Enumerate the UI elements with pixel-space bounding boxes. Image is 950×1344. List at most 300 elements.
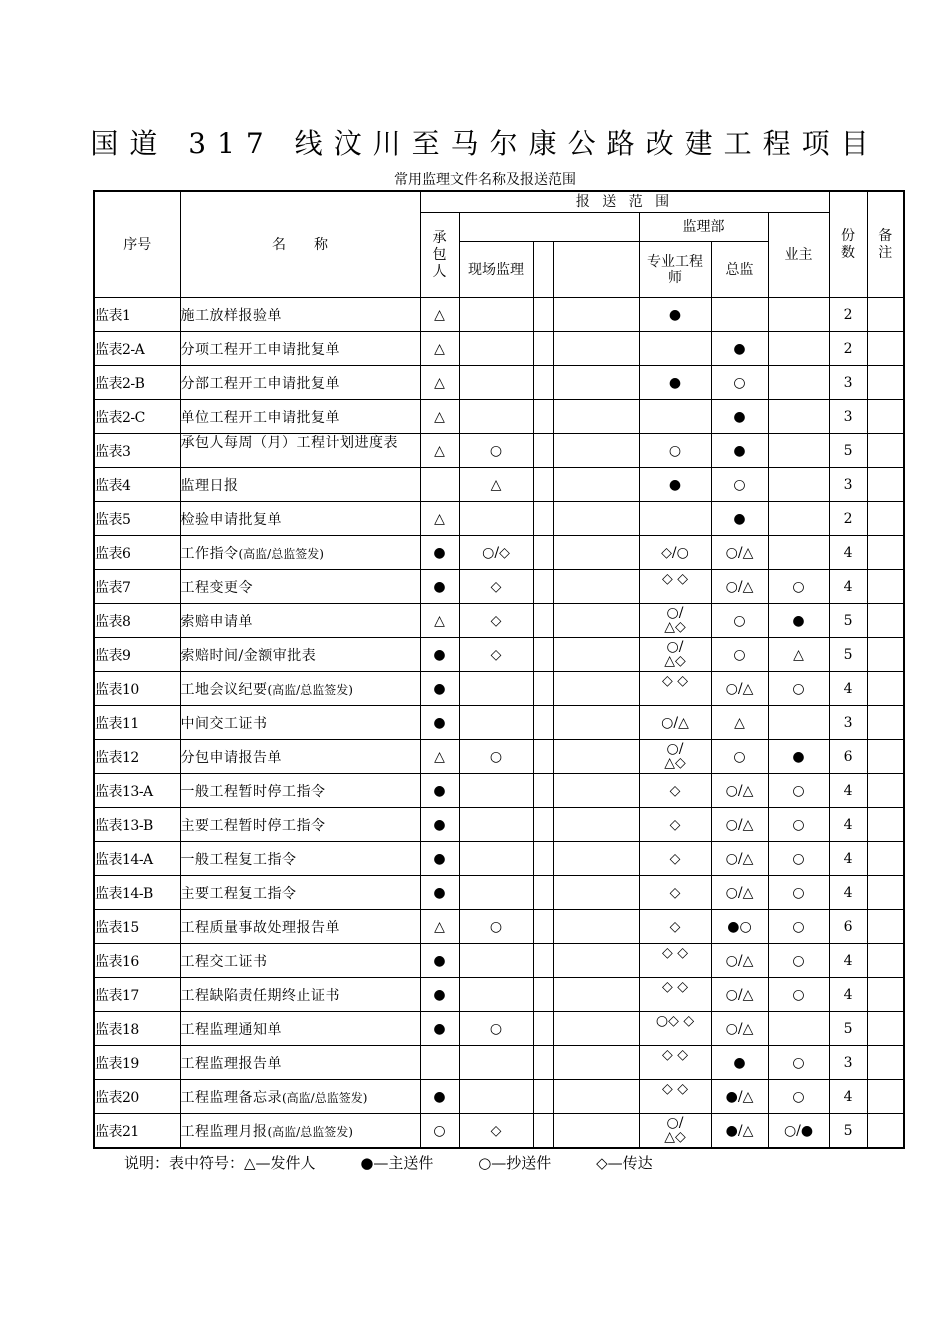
- row-site-symbol: [459, 706, 533, 740]
- row-name-text: 工程变更令: [180, 579, 253, 596]
- row-name-text: 工程交工证书: [180, 953, 268, 970]
- row-owner-symbol: ○: [768, 910, 829, 944]
- table-row: [94, 808, 904, 842]
- row-engineer-symbol: [639, 740, 711, 774]
- row-contractor-symbol: ●: [420, 570, 459, 604]
- row-blank-narrow: [533, 842, 553, 876]
- row-name-text: 主要工程暂时停工指令: [180, 817, 326, 834]
- row-code: 监表6: [94, 536, 180, 570]
- row-name: [180, 842, 420, 876]
- row-remarks: [867, 298, 904, 332]
- row-engineer-symbol: [639, 1046, 711, 1080]
- row-copies: 4: [829, 978, 867, 1012]
- row-chief-symbol: ●/△: [711, 1080, 768, 1114]
- row-copies: 4: [829, 944, 867, 978]
- row-blank-narrow: [533, 808, 553, 842]
- row-code: 监表14-A: [94, 842, 180, 876]
- row-owner-symbol: ○: [768, 808, 829, 842]
- row-code: 监表9: [94, 638, 180, 672]
- row-chief-symbol: ○/△: [711, 774, 768, 808]
- header-blank: [459, 213, 639, 242]
- row-blank-narrow: [533, 332, 553, 366]
- page-subtitle: 常用监理文件名称及报送范围: [394, 172, 576, 188]
- row-site-symbol: ◇: [459, 1114, 533, 1149]
- row-site-symbol: [459, 1080, 533, 1114]
- legend-prefix: 说明：表中符号：: [124, 1154, 245, 1172]
- row-copies: 6: [829, 740, 867, 774]
- row-code: 监表15: [94, 910, 180, 944]
- table-row: [94, 536, 904, 570]
- row-blank-narrow: [533, 638, 553, 672]
- row-name: [180, 876, 420, 910]
- row-copies: 3: [829, 1046, 867, 1080]
- row-code: 监表18: [94, 1012, 180, 1046]
- row-site-symbol: △: [459, 468, 533, 502]
- row-owner-symbol: [768, 434, 829, 468]
- row-site-symbol: ○: [459, 910, 533, 944]
- row-engineer-symbol: [639, 434, 711, 468]
- row-code: 监表21: [94, 1114, 180, 1149]
- row-contractor-symbol: ●: [420, 944, 459, 978]
- row-blank-narrow: [533, 978, 553, 1012]
- row-owner-symbol: ○: [768, 774, 829, 808]
- row-contractor-symbol: △: [420, 434, 459, 468]
- table-row: [94, 1012, 904, 1046]
- row-name-note: (高监/总监签发): [238, 546, 324, 561]
- row-code: 监表16: [94, 944, 180, 978]
- table-row: [94, 332, 904, 366]
- row-code: 监表5: [94, 502, 180, 536]
- row-blank-wide: [553, 434, 639, 468]
- row-blank-narrow: [533, 536, 553, 570]
- row-engineer-symbol-text: ◇: [669, 782, 681, 799]
- row-name-note: (高监/总监签发): [282, 1090, 368, 1105]
- row-name: [180, 978, 420, 1012]
- row-site-symbol: [459, 808, 533, 842]
- row-copies: 4: [829, 774, 867, 808]
- row-owner-symbol: [768, 366, 829, 400]
- row-blank-narrow: [533, 570, 553, 604]
- row-blank-wide: [553, 842, 639, 876]
- row-owner-symbol: [768, 502, 829, 536]
- row-name: [180, 1080, 420, 1114]
- row-engineer-symbol-text: ●: [668, 306, 682, 323]
- row-engineer-symbol: [639, 1012, 711, 1046]
- row-contractor-symbol: △: [420, 604, 459, 638]
- row-site-symbol: [459, 876, 533, 910]
- row-site-symbol: [459, 502, 533, 536]
- row-name: [180, 1046, 420, 1080]
- row-engineer-symbol: [639, 366, 711, 400]
- row-site-symbol: ◇: [459, 604, 533, 638]
- row-remarks: [867, 536, 904, 570]
- row-name: [180, 366, 420, 400]
- row-remarks: [867, 842, 904, 876]
- row-name: [180, 1114, 420, 1149]
- legend-sender: △—发件人: [244, 1154, 316, 1172]
- row-blank-wide: [553, 468, 639, 502]
- row-contractor-symbol: ●: [420, 706, 459, 740]
- legend: [124, 1152, 653, 1173]
- row-name-text: 工程监理通知单: [180, 1021, 282, 1038]
- row-owner-symbol: [768, 536, 829, 570]
- row-engineer-symbol: [639, 842, 711, 876]
- row-name: [180, 570, 420, 604]
- row-copies: 5: [829, 1012, 867, 1046]
- row-site-symbol: [459, 978, 533, 1012]
- row-blank-narrow: [533, 1114, 553, 1149]
- row-name-text: 承包人每周（月）工程计划进度表: [180, 435, 398, 451]
- row-name: [180, 672, 420, 706]
- row-blank-narrow: [533, 366, 553, 400]
- row-remarks: [867, 1114, 904, 1149]
- header-contractor: 承包人: [420, 213, 459, 298]
- row-engineer-symbol-text: ◇ ◇: [662, 1081, 688, 1097]
- row-blank-wide: [553, 536, 639, 570]
- row-engineer-symbol-text: ○◇ ◇: [655, 1013, 695, 1029]
- table-row: [94, 400, 904, 434]
- row-site-symbol: [459, 366, 533, 400]
- row-code: 监表2-B: [94, 366, 180, 400]
- row-site-symbol: ○: [459, 740, 533, 774]
- row-blank-wide: [553, 910, 639, 944]
- row-contractor-symbol: ●: [420, 808, 459, 842]
- row-engineer-symbol: [639, 910, 711, 944]
- row-copies: 4: [829, 570, 867, 604]
- row-contractor-symbol: ●: [420, 1012, 459, 1046]
- row-chief-symbol: ○: [711, 366, 768, 400]
- row-owner-symbol: ○: [768, 876, 829, 910]
- row-remarks: [867, 502, 904, 536]
- header-scope: 报 送 范 围: [420, 191, 829, 213]
- row-name: [180, 468, 420, 502]
- table-row: [94, 1046, 904, 1080]
- row-chief-symbol: ○/△: [711, 842, 768, 876]
- table-row: [94, 502, 904, 536]
- table-row: [94, 740, 904, 774]
- row-engineer-symbol: [639, 706, 711, 740]
- row-engineer-symbol: [639, 808, 711, 842]
- row-chief-symbol: ○: [711, 468, 768, 502]
- row-copies: 2: [829, 502, 867, 536]
- row-chief-symbol: ○/△: [711, 808, 768, 842]
- row-remarks: [867, 570, 904, 604]
- row-copies: 5: [829, 604, 867, 638]
- row-engineer-symbol: [639, 978, 711, 1012]
- table-row: [94, 706, 904, 740]
- row-chief-symbol: ○: [711, 740, 768, 774]
- row-name-text: 单位工程开工申请批复单: [180, 409, 340, 426]
- row-blank-narrow: [533, 910, 553, 944]
- header-supervision-dept: 监理部: [639, 213, 768, 242]
- row-copies: 4: [829, 842, 867, 876]
- row-chief-symbol: ○/△: [711, 672, 768, 706]
- row-chief-symbol: ○/△: [711, 536, 768, 570]
- table-row: [94, 978, 904, 1012]
- row-name: [180, 604, 420, 638]
- row-blank-wide: [553, 774, 639, 808]
- row-blank-narrow: [533, 400, 553, 434]
- row-site-symbol: [459, 400, 533, 434]
- row-contractor-symbol: [420, 468, 459, 502]
- row-chief-symbol: △: [711, 706, 768, 740]
- row-chief-symbol: ●: [711, 502, 768, 536]
- header-name: 名 称: [180, 191, 420, 298]
- row-engineer-symbol: [639, 1114, 711, 1149]
- row-name: [180, 944, 420, 978]
- header-copies: 份数: [829, 191, 867, 298]
- row-engineer-symbol-text: ◇: [669, 850, 681, 867]
- row-name: [180, 774, 420, 808]
- row-name-text: 施工放样报验单: [180, 307, 282, 324]
- row-chief-symbol: ○/△: [711, 978, 768, 1012]
- row-chief-symbol: ●○: [711, 910, 768, 944]
- row-remarks: [867, 1046, 904, 1080]
- row-site-symbol: [459, 672, 533, 706]
- row-blank-narrow: [533, 468, 553, 502]
- row-copies: 4: [829, 672, 867, 706]
- row-chief-symbol: ○: [711, 638, 768, 672]
- header-chief-supervisor: 总监: [711, 242, 768, 298]
- row-contractor-symbol: ○: [420, 1114, 459, 1149]
- row-engineer-symbol: [639, 298, 711, 332]
- table-row: [94, 910, 904, 944]
- row-contractor-symbol: △: [420, 400, 459, 434]
- row-blank-narrow: [533, 774, 553, 808]
- header-seq: 序号: [94, 191, 180, 298]
- row-remarks: [867, 366, 904, 400]
- row-engineer-symbol-text: ○/ △◇: [664, 1115, 686, 1145]
- row-blank-wide: [553, 366, 639, 400]
- row-blank-narrow: [533, 672, 553, 706]
- table-row: [94, 1114, 904, 1149]
- row-chief-symbol: ●: [711, 332, 768, 366]
- row-engineer-symbol-text: ◇: [669, 816, 681, 833]
- row-owner-symbol: ●: [768, 740, 829, 774]
- table-row: [94, 604, 904, 638]
- row-copies: 4: [829, 808, 867, 842]
- row-chief-symbol: ○/△: [711, 876, 768, 910]
- row-contractor-symbol: ●: [420, 1080, 459, 1114]
- row-copies: 6: [829, 910, 867, 944]
- row-copies: 3: [829, 706, 867, 740]
- table-row: [94, 1080, 904, 1114]
- row-owner-symbol: ○: [768, 944, 829, 978]
- row-engineer-symbol-text: ○: [668, 442, 682, 459]
- row-site-symbol: ◇: [459, 570, 533, 604]
- row-code: 监表7: [94, 570, 180, 604]
- row-remarks: [867, 740, 904, 774]
- row-remarks: [867, 672, 904, 706]
- row-site-symbol: ○: [459, 434, 533, 468]
- row-owner-symbol: [768, 706, 829, 740]
- row-remarks: [867, 638, 904, 672]
- row-blank-wide: [553, 638, 639, 672]
- row-remarks: [867, 1080, 904, 1114]
- row-code: 监表12: [94, 740, 180, 774]
- legend-cc: ○—抄送件: [478, 1154, 552, 1172]
- row-blank-narrow: [533, 434, 553, 468]
- row-owner-symbol: ○: [768, 1080, 829, 1114]
- header-specialist-engineer: 专业工程师: [639, 242, 711, 298]
- row-code: 监表1: [94, 298, 180, 332]
- row-name-text: 分部工程开工申请批复单: [180, 375, 340, 392]
- table-row: [94, 468, 904, 502]
- row-engineer-symbol-text: ◇ ◇: [662, 571, 688, 587]
- row-name-text: 工程质量事故处理报告单: [180, 919, 340, 936]
- row-name-text: 中间交工证书: [180, 715, 268, 732]
- row-engineer-symbol: [639, 604, 711, 638]
- row-engineer-symbol: [639, 1080, 711, 1114]
- row-owner-symbol: [768, 298, 829, 332]
- row-code: 监表20: [94, 1080, 180, 1114]
- row-engineer-symbol: [639, 876, 711, 910]
- row-chief-symbol: [711, 298, 768, 332]
- row-name-text: 工作指令: [180, 545, 239, 562]
- row-code: 监表2-C: [94, 400, 180, 434]
- row-name: [180, 706, 420, 740]
- legend-main-recipient: ●—主送件: [360, 1154, 434, 1172]
- row-name-text: 监理日报: [180, 477, 239, 494]
- row-remarks: [867, 944, 904, 978]
- row-code: 监表10: [94, 672, 180, 706]
- row-chief-symbol: ○/△: [711, 1012, 768, 1046]
- row-chief-symbol: ●: [711, 434, 768, 468]
- row-owner-symbol: ○: [768, 672, 829, 706]
- row-owner-symbol: [768, 332, 829, 366]
- row-remarks: [867, 706, 904, 740]
- row-blank-wide: [553, 944, 639, 978]
- row-engineer-symbol: [639, 400, 711, 434]
- row-site-symbol: [459, 774, 533, 808]
- row-engineer-symbol: [639, 944, 711, 978]
- row-contractor-symbol: △: [420, 298, 459, 332]
- row-blank-narrow: [533, 604, 553, 638]
- row-owner-symbol: ○: [768, 842, 829, 876]
- row-owner-symbol: ○: [768, 570, 829, 604]
- row-blank-narrow: [533, 1046, 553, 1080]
- table-row: [94, 876, 904, 910]
- row-name-text: 一般工程复工指令: [180, 851, 297, 868]
- row-chief-symbol: ○: [711, 604, 768, 638]
- row-blank-wide: [553, 808, 639, 842]
- row-name-text: 检验申请批复单: [180, 511, 282, 528]
- row-owner-symbol: ○/●: [768, 1114, 829, 1149]
- row-chief-symbol: ●/△: [711, 1114, 768, 1149]
- row-name: [180, 1012, 420, 1046]
- row-remarks: [867, 332, 904, 366]
- row-remarks: [867, 434, 904, 468]
- row-code: 监表17: [94, 978, 180, 1012]
- row-name-note: (高监/总监签发): [267, 1124, 353, 1139]
- document-table: [93, 190, 905, 1149]
- row-engineer-symbol-text: ○/ △◇: [664, 741, 686, 771]
- row-owner-symbol: △: [768, 638, 829, 672]
- table-row: [94, 944, 904, 978]
- row-site-symbol: ◇: [459, 638, 533, 672]
- row-remarks: [867, 876, 904, 910]
- row-engineer-symbol-text: ○/ △◇: [664, 605, 686, 635]
- row-contractor-symbol: ●: [420, 978, 459, 1012]
- row-site-symbol: [459, 842, 533, 876]
- row-name: [180, 400, 420, 434]
- row-name: [180, 332, 420, 366]
- row-blank-wide: [553, 570, 639, 604]
- row-contractor-symbol: △: [420, 910, 459, 944]
- row-chief-symbol: ○/△: [711, 570, 768, 604]
- row-blank-wide: [553, 1012, 639, 1046]
- row-site-symbol: ○: [459, 1012, 533, 1046]
- row-code: 监表13-A: [94, 774, 180, 808]
- row-blank-narrow: [533, 1012, 553, 1046]
- row-engineer-symbol: [639, 774, 711, 808]
- row-name-text: 分包申请报告单: [180, 749, 282, 766]
- row-engineer-symbol-text: ○/ △◇: [664, 639, 686, 669]
- header-blank-wide: [553, 242, 639, 298]
- row-copies: 2: [829, 298, 867, 332]
- row-engineer-symbol-text: ◇ ◇: [662, 1047, 688, 1063]
- row-name-text: 工程监理月报: [180, 1123, 268, 1140]
- row-owner-symbol: [768, 400, 829, 434]
- row-remarks: [867, 808, 904, 842]
- row-contractor-symbol: ●: [420, 536, 459, 570]
- row-engineer-symbol-text: ○/△: [661, 714, 689, 731]
- row-engineer-symbol: [639, 468, 711, 502]
- row-site-symbol: [459, 1046, 533, 1080]
- row-blank-wide: [553, 978, 639, 1012]
- row-blank-narrow: [533, 706, 553, 740]
- row-copies: 5: [829, 434, 867, 468]
- row-code: 监表4: [94, 468, 180, 502]
- row-blank-wide: [553, 876, 639, 910]
- row-contractor-symbol: △: [420, 332, 459, 366]
- row-contractor-symbol: △: [420, 366, 459, 400]
- row-blank-wide: [553, 332, 639, 366]
- row-blank-wide: [553, 604, 639, 638]
- row-engineer-symbol-text: ◇/○: [661, 544, 689, 561]
- row-blank-wide: [553, 1114, 639, 1149]
- row-engineer-symbol: [639, 332, 711, 366]
- row-contractor-symbol: ●: [420, 842, 459, 876]
- row-copies: 5: [829, 1114, 867, 1149]
- page-title: 国道 317 线汶川至马尔康公路改建工程项目: [90, 127, 880, 160]
- row-code: 监表8: [94, 604, 180, 638]
- row-remarks: [867, 1012, 904, 1046]
- row-engineer-symbol: [639, 502, 711, 536]
- row-blank-narrow: [533, 1080, 553, 1114]
- row-name: [180, 638, 420, 672]
- row-engineer-symbol: [639, 638, 711, 672]
- row-owner-symbol: ○: [768, 1046, 829, 1080]
- row-blank-narrow: [533, 502, 553, 536]
- row-copies: 4: [829, 876, 867, 910]
- table-row: [94, 638, 904, 672]
- row-engineer-symbol-text: ◇ ◇: [662, 945, 688, 961]
- table-row: [94, 366, 904, 400]
- row-code: 监表3: [94, 434, 180, 468]
- row-copies: 5: [829, 638, 867, 672]
- row-blank-wide: [553, 502, 639, 536]
- header-blank-narrow: [533, 242, 553, 298]
- row-name-text: 工程监理备忘录: [180, 1089, 282, 1106]
- row-blank-narrow: [533, 740, 553, 774]
- row-contractor-symbol: ●: [420, 638, 459, 672]
- row-engineer-symbol-text: ◇: [669, 918, 681, 935]
- row-name: [180, 434, 420, 468]
- row-site-symbol: [459, 944, 533, 978]
- row-name: [180, 298, 420, 332]
- row-name-text: 索赔时间/金额审批表: [180, 647, 317, 664]
